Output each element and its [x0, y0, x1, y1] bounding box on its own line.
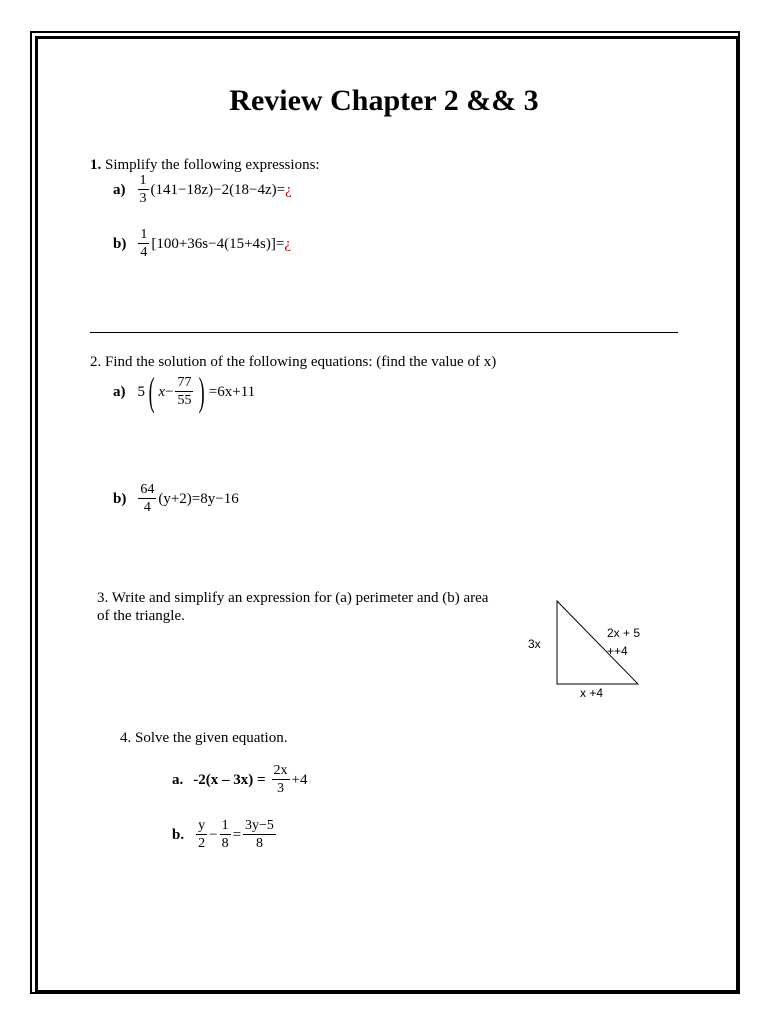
triangle-bottom-label: x +4 — [580, 686, 604, 700]
question-3-line-2: of the triangle. — [97, 608, 185, 624]
operator: − — [209, 826, 218, 843]
open-paren: ( — [148, 369, 155, 414]
question-2b-label: b) — [113, 490, 127, 507]
question-4b — [172, 819, 278, 851]
denominator: 2 — [198, 836, 206, 851]
numerator: 3y−5 — [245, 818, 274, 833]
question-4a-label: a. — [172, 771, 184, 788]
variable: x — [158, 383, 165, 400]
triangle-hypotenuse-label-2: ++4 — [607, 644, 628, 658]
fraction — [243, 819, 276, 851]
coefficient: 5 — [137, 383, 145, 400]
fraction — [138, 174, 149, 206]
question-2a-label: a) — [113, 383, 126, 400]
equals-sign: = — [232, 826, 242, 843]
question-1a — [113, 174, 292, 206]
numerator: 64 — [140, 482, 155, 497]
numerator: y — [198, 818, 206, 833]
question-2a — [113, 369, 256, 414]
section-divider — [90, 332, 678, 333]
denominator: 3 — [277, 781, 285, 796]
fraction — [138, 483, 156, 515]
question-2b — [113, 483, 239, 515]
question-3-line-1: 3. Write and simplify an expression for (a) perimeter and (b) area — [97, 590, 489, 606]
question-2-text: 2. Find the solution of the following equations: (find the value of x) — [90, 354, 497, 370]
right-hand-side: =6x+11 — [208, 383, 256, 400]
question-1a-label: a) — [113, 181, 126, 198]
fraction — [175, 376, 193, 408]
left-hand-side: -2(x – 3x) = — [193, 771, 266, 788]
numerator: 1 — [140, 227, 148, 242]
denominator: 4 — [140, 245, 148, 260]
answer-mark: ¿ — [285, 181, 292, 198]
question-1 — [90, 157, 320, 174]
numerator: 1 — [221, 818, 229, 833]
close-paren: ) — [199, 369, 206, 414]
numerator: 77 — [177, 375, 192, 390]
right-hand-side: +4 — [291, 771, 308, 788]
page-title: Review Chapter 2 && 3 — [229, 84, 539, 117]
fraction — [196, 819, 207, 851]
numerator: 1 — [139, 173, 147, 188]
denominator: 4 — [143, 500, 151, 515]
denominator: 8 — [221, 836, 229, 851]
question-1b — [113, 228, 291, 260]
answer-mark: ¿ — [284, 235, 292, 252]
triangle-hypotenuse-label-1: 2x + 5 — [607, 626, 641, 640]
fraction — [138, 228, 149, 260]
operator: − — [165, 383, 174, 400]
numerator: 2x — [273, 763, 288, 778]
expression: [100+36s−4(15+4s)]= — [151, 235, 285, 252]
denominator: 3 — [139, 191, 147, 206]
right-hand-side: (y+2)=8y−16 — [158, 490, 239, 507]
question-4-text: 4. Solve the given equation. — [120, 730, 288, 746]
question-1b-label: b) — [113, 235, 127, 252]
denominator: 55 — [177, 393, 192, 408]
question-4b-label: b. — [172, 826, 185, 843]
triangle-shape — [557, 601, 641, 684]
fraction — [220, 819, 231, 851]
fraction — [272, 764, 290, 796]
question-1-number: 1. — [90, 157, 102, 173]
triangle-left-side-label: 3x — [528, 637, 541, 651]
question-4a — [172, 764, 308, 796]
denominator: 8 — [255, 836, 263, 851]
expression: (141−18z)−2(18−4z)= — [150, 181, 286, 198]
question-1-text: Simplify the following expressions: — [105, 157, 320, 173]
